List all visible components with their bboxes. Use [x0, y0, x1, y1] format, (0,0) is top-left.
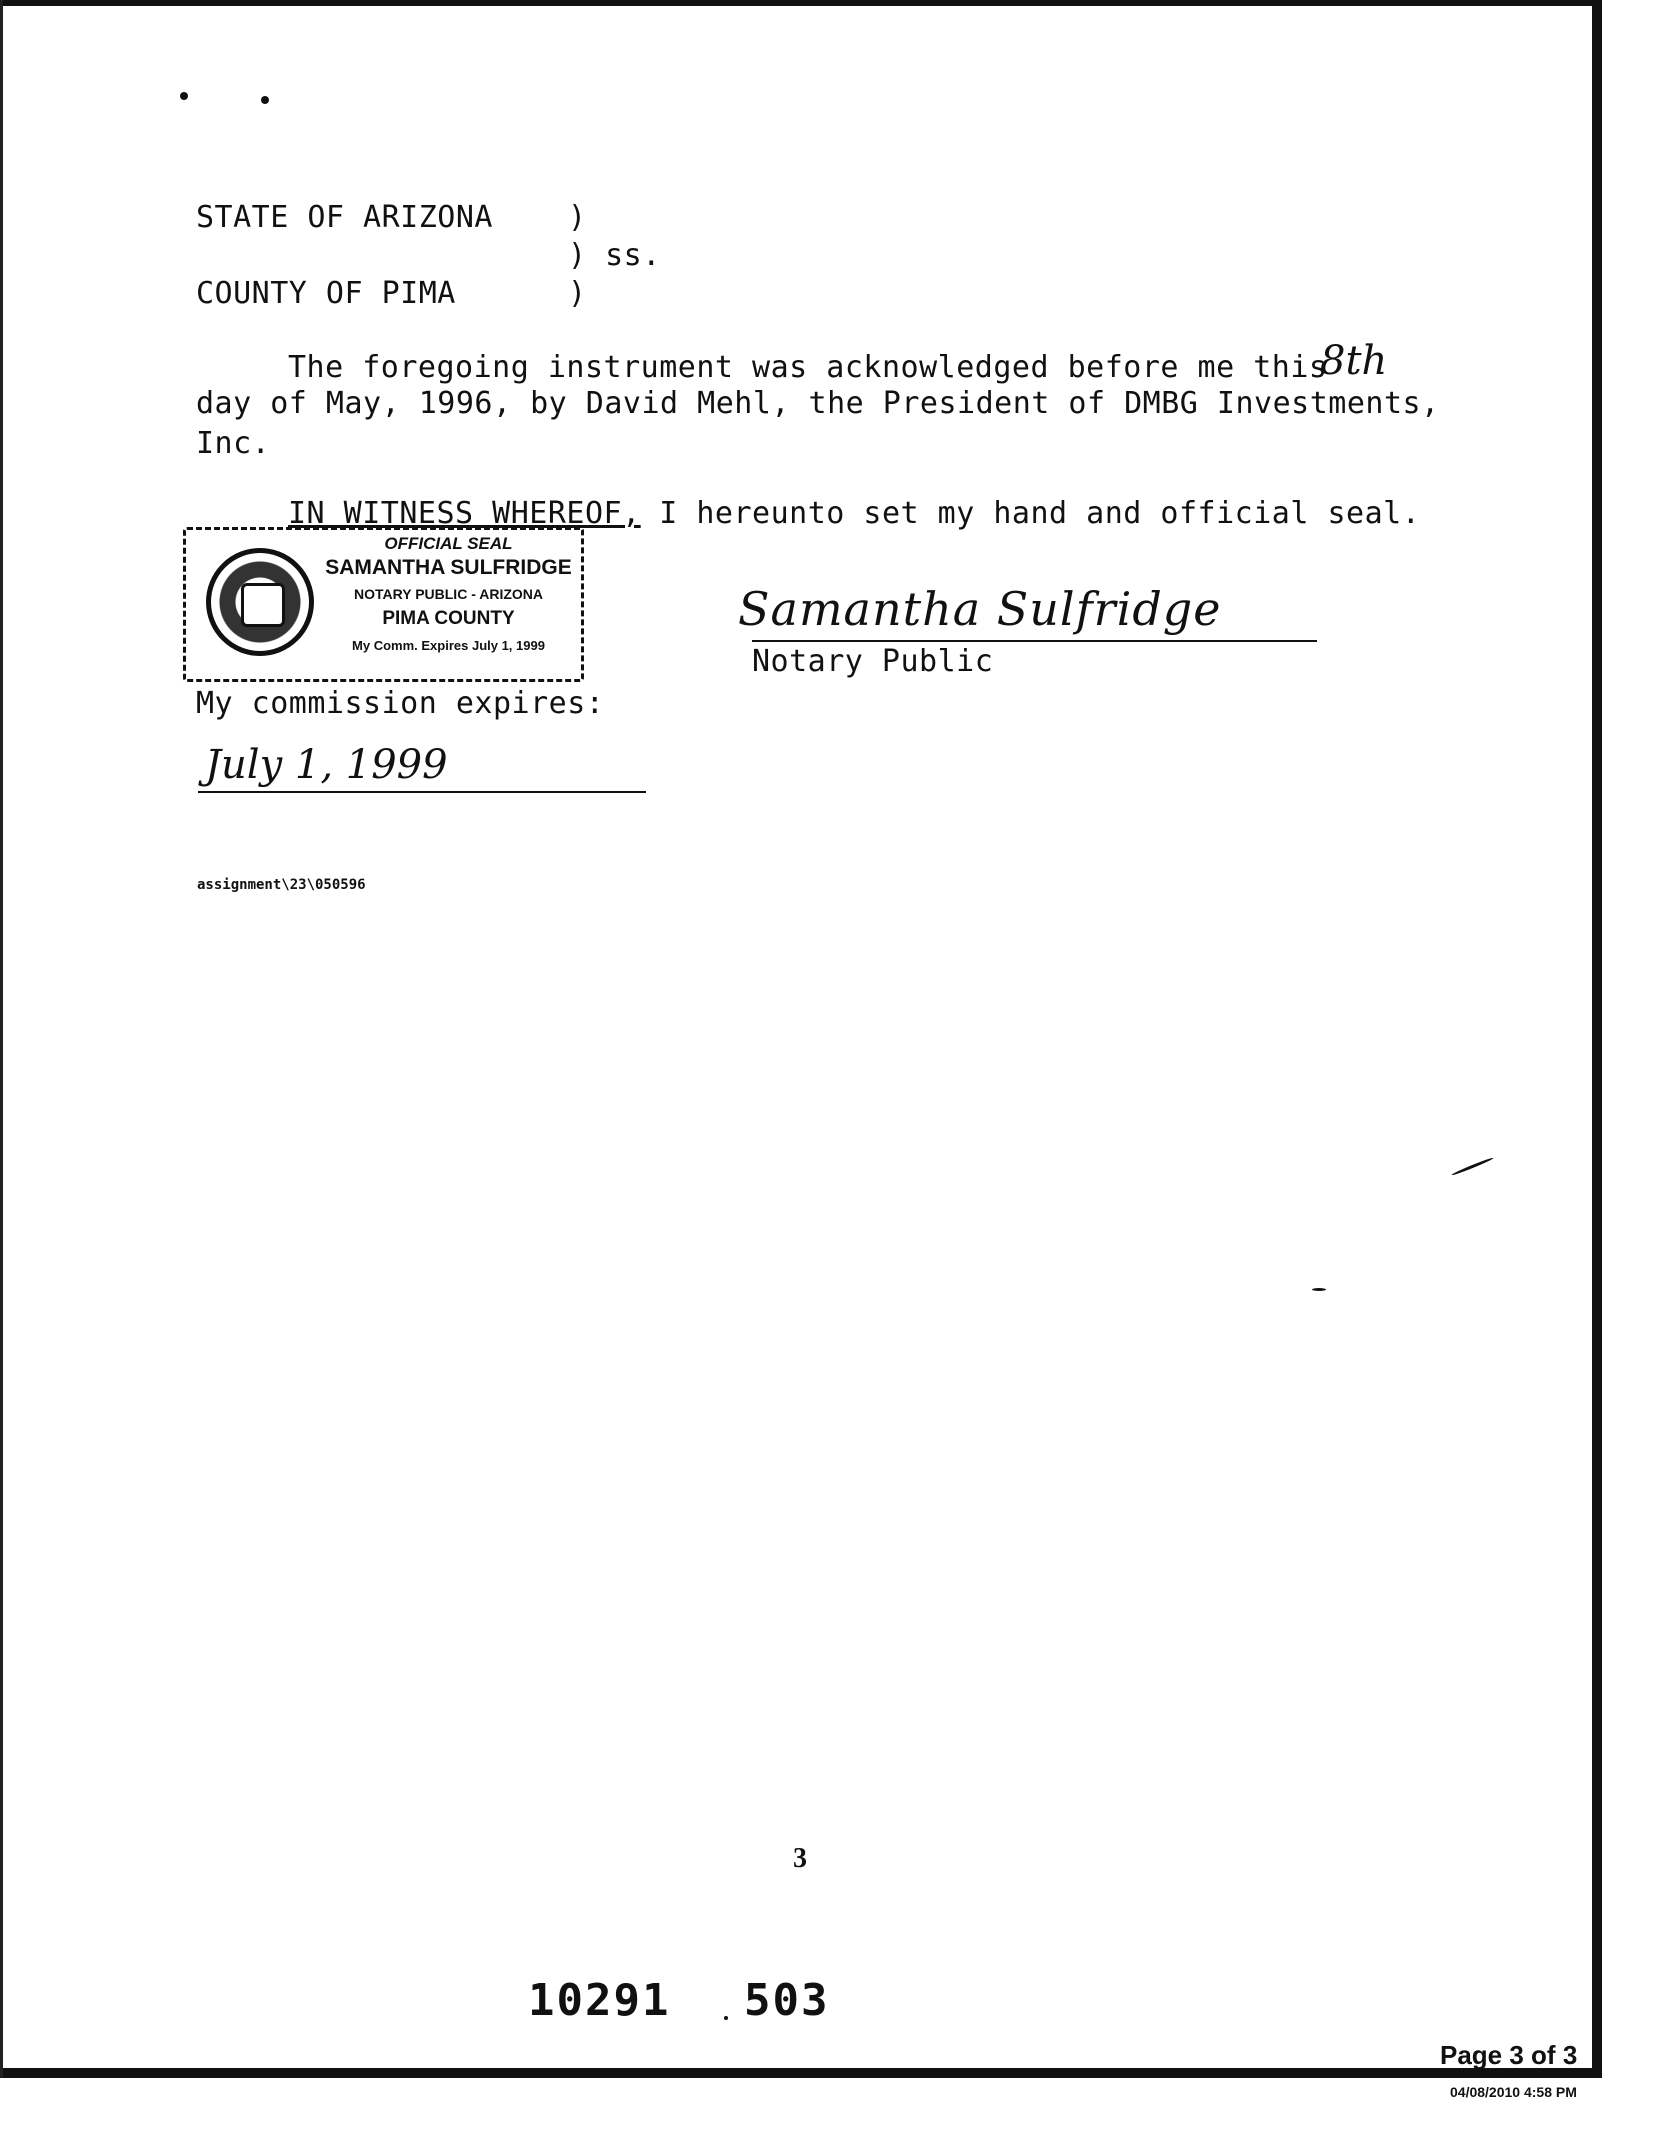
scan-speck	[724, 2016, 728, 2020]
acknowledgment-line-2: day of May, 1996, by David Mehl, the President of DMBG Investments,	[196, 386, 1440, 421]
witness-text: I hereunto set my hand and official seal.	[640, 496, 1421, 531]
scan-speck	[180, 92, 188, 100]
commission-date-handwritten: July 1, 1999	[205, 742, 448, 788]
acknowledgment-line-3: Inc.	[196, 426, 271, 461]
seal-county: PIMA COUNTY	[382, 608, 515, 629]
venue-paren: )	[568, 276, 587, 311]
recording-book: 10291	[528, 1975, 671, 2026]
handwritten-day: 8th	[1320, 338, 1388, 384]
seal-name: SAMANTHA SULFRIDGE	[325, 556, 572, 579]
acknowledgment-line-1: The foregoing instrument was acknowledged before me this	[288, 350, 1328, 385]
scan-border-left	[0, 0, 3, 2078]
venue-county: COUNTY OF PIMA	[196, 276, 456, 311]
page-of-indicator: Page 3 of 3	[1440, 2040, 1578, 2070]
venue-state: STATE OF ARIZONA	[196, 200, 493, 235]
commission-date-line	[198, 791, 646, 793]
notary-signature: Samantha Sulfridge	[738, 582, 1222, 636]
scan-speck	[1312, 1288, 1326, 1291]
witness-heading: IN WITNESS WHEREOF,	[288, 496, 641, 531]
venue-paren: )	[568, 200, 587, 235]
scan-border-right	[1592, 0, 1602, 2078]
scan-speck	[261, 96, 269, 104]
seal-role: NOTARY PUBLIC - ARIZONA	[354, 586, 543, 602]
notary-seal-stamp	[183, 527, 584, 682]
venue-ss: ) ss.	[568, 238, 661, 273]
seal-expiry: My Comm. Expires July 1, 1999	[352, 638, 545, 653]
scan-border-top	[0, 0, 1602, 6]
signature-line	[752, 640, 1317, 642]
seal-title: OFFICIAL SEAL	[384, 534, 513, 553]
state-seal-emblem	[206, 548, 314, 656]
scan-speck	[1451, 1157, 1494, 1177]
file-reference: assignment\23\050596	[197, 877, 366, 893]
seal-shield-icon	[241, 583, 285, 627]
witness-statement	[288, 496, 1420, 531]
signature-label: Notary Public	[752, 644, 994, 679]
recording-page: 503	[744, 1975, 830, 2026]
fax-timestamp: 04/08/2010 4:58 PM	[1450, 2084, 1577, 2100]
page-number: 3	[793, 1843, 807, 1874]
scan-border-bottom	[0, 2068, 1602, 2078]
commission-label: My commission expires:	[196, 686, 605, 721]
